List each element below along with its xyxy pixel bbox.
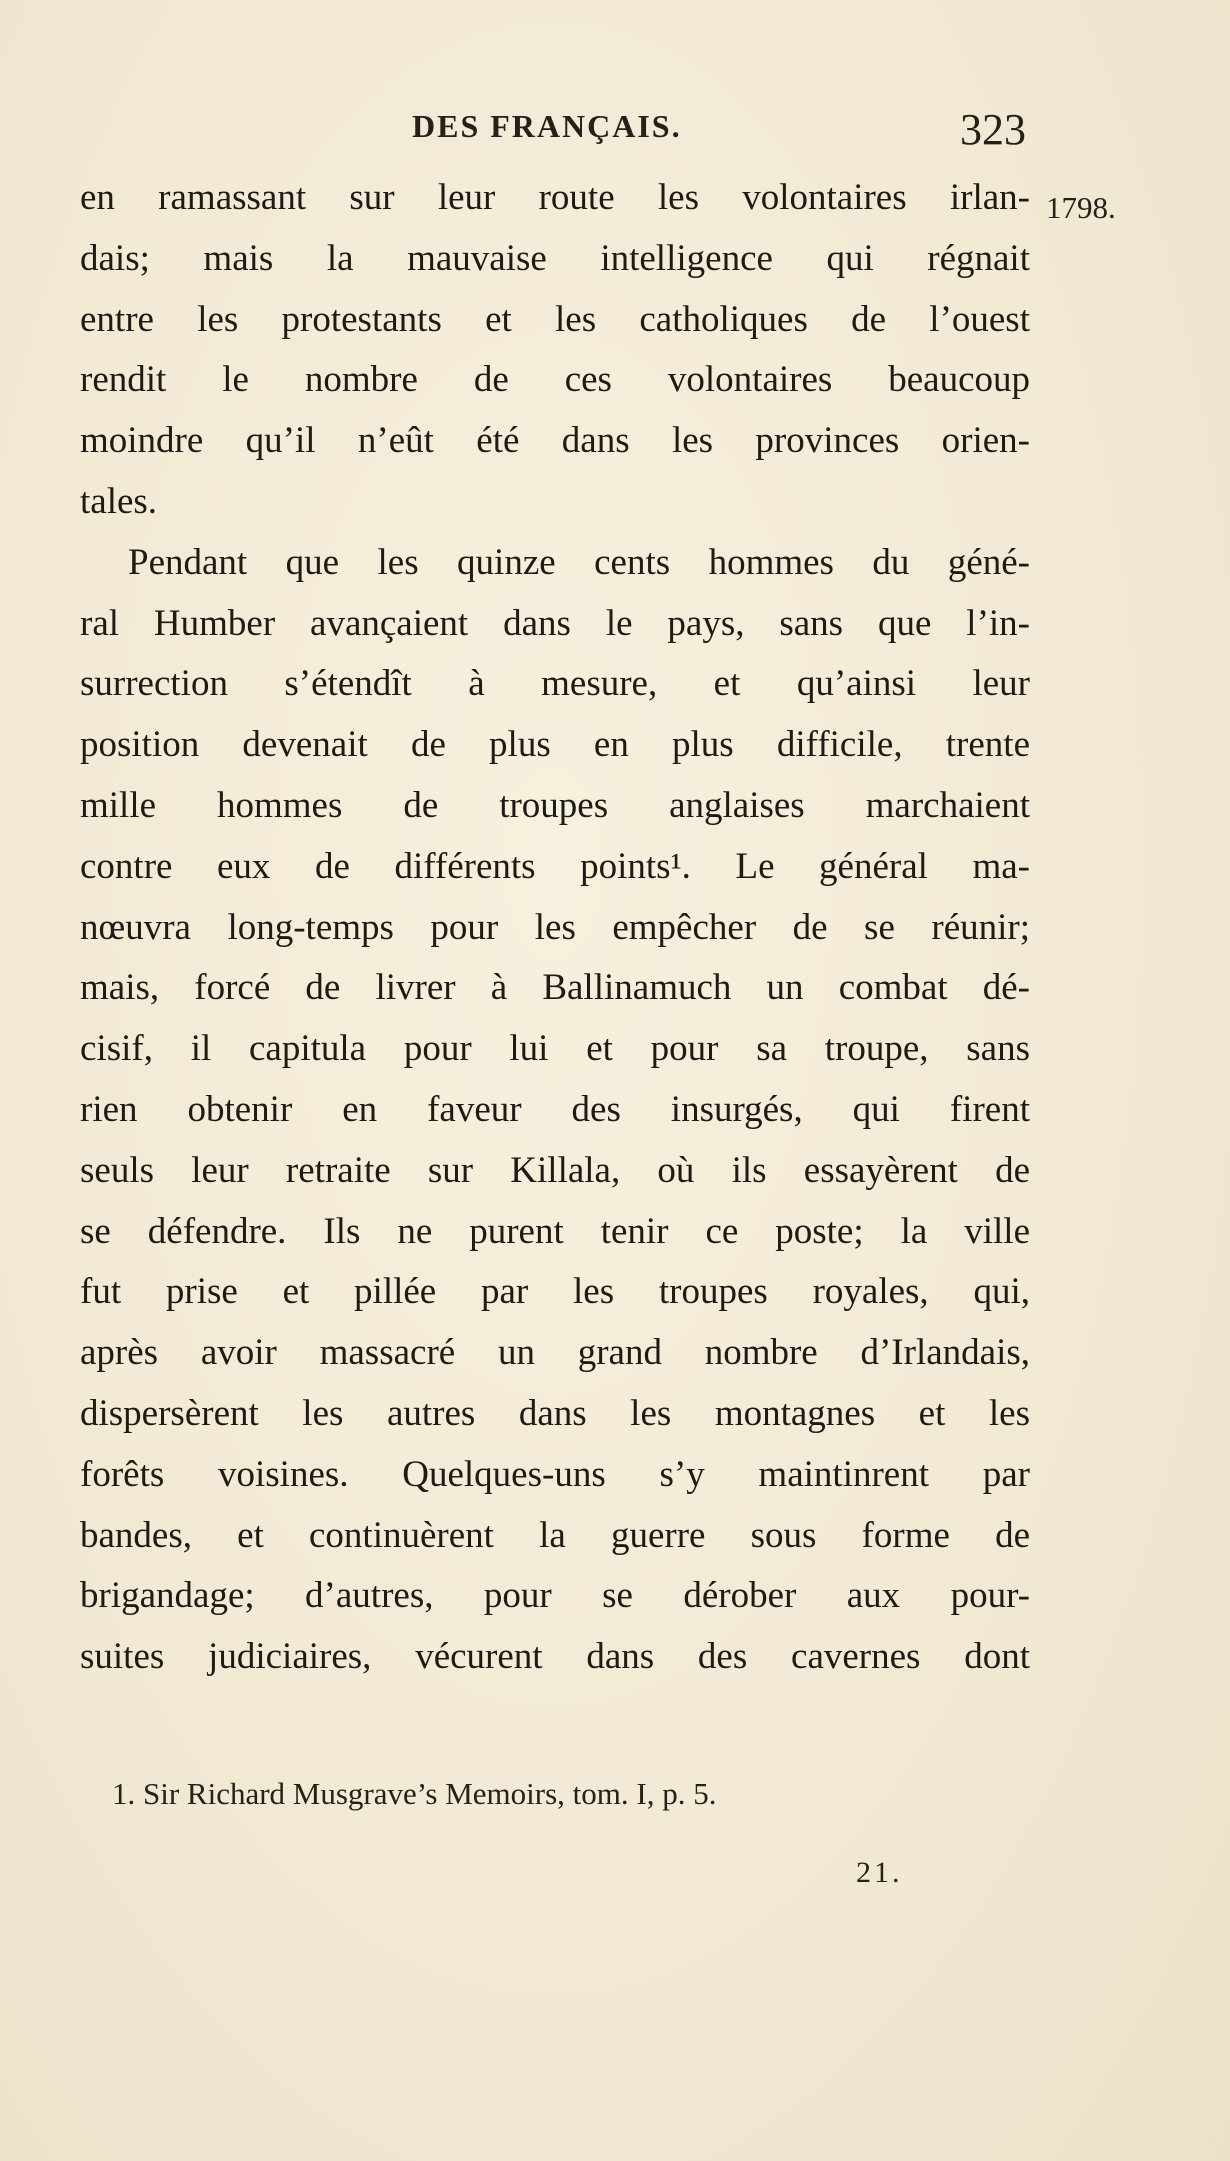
text-line: bandes, et continuèrent la guerre sous forme de bbox=[80, 1514, 1030, 1556]
running-head bbox=[0, 104, 1230, 154]
text-line: surrection s’étendît à mesure, et qu’ainsi leur bbox=[80, 663, 1030, 705]
text-line: suites judiciaires, vécurent dans des cavernes dont bbox=[80, 1636, 1030, 1678]
text-line: position devenait de plus en plus difficile, trente bbox=[80, 724, 1030, 766]
text-line: seuls leur retraite sur Killala, où ils essayèrent de bbox=[80, 1149, 1030, 1191]
footnote: 1. Sir Richard Musgrave’s Memoirs, tom. I, p. 5. bbox=[112, 1776, 717, 1811]
text-line: rien obtenir en faveur des insurgés, qui firent bbox=[80, 1088, 1030, 1130]
text-line: mille hommes de troupes anglaises marchaient bbox=[80, 784, 1030, 826]
text-line: contre eux de différents points¹. Le général ma- bbox=[80, 845, 1030, 887]
text-line: cisif, il capitula pour lui et pour sa troupe, sans bbox=[80, 1028, 1030, 1070]
text-line: dais; mais la mauvaise intelligence qui régnait bbox=[80, 237, 1030, 279]
text-line: forêts voisines. Quelques-uns s’y maintinrent par bbox=[80, 1453, 1030, 1495]
text-line: brigandage; d’autres, pour se dérober aux pour- bbox=[80, 1575, 1030, 1617]
text-line: entre les protestants et les catholiques de l’ouest bbox=[80, 298, 1030, 340]
text-line: fut prise et pillée par les troupes royales, qui, bbox=[80, 1271, 1030, 1313]
text-line: ral Humber avançaient dans le pays, sans que l’in- bbox=[80, 602, 1030, 644]
text-line: après avoir massacré un grand nombre d’Irlandais, bbox=[80, 1332, 1030, 1374]
text-line: rendit le nombre de ces volontaires beaucoup bbox=[80, 359, 1030, 401]
signature-mark: 21. bbox=[856, 1856, 903, 1889]
text-line: tales. bbox=[80, 480, 158, 522]
running-title: DES FRANÇAIS. bbox=[412, 108, 682, 144]
paragraph-start-line: Pendant que les quinze cents hommes du géné- bbox=[128, 541, 1030, 583]
body-text bbox=[80, 168, 1030, 1688]
text-line: moindre qu’il n’eût été dans les provinces orien- bbox=[80, 420, 1030, 462]
text-line: dispersèrent les autres dans les montagnes et les bbox=[80, 1392, 1030, 1434]
text-line: mais, forcé de livrer à Ballinamuch un combat dé- bbox=[80, 967, 1030, 1009]
text-line: en ramassant sur leur route les volontaires irlan- bbox=[80, 177, 1030, 218]
text-line: nœuvra long-temps pour les empêcher de se réunir; bbox=[80, 906, 1030, 948]
page-number: 323 bbox=[960, 105, 1026, 154]
margin-date: 1798. bbox=[1046, 190, 1116, 225]
text-line: se défendre. Ils ne purent tenir ce poste; la ville bbox=[80, 1210, 1030, 1252]
